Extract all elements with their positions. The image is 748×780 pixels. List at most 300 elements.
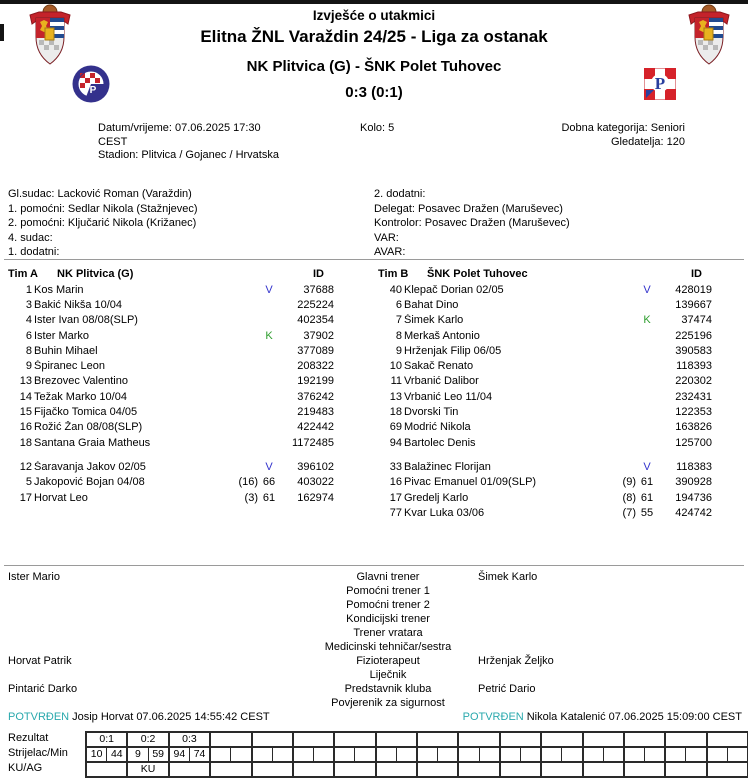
age-category: Dobna kategorija: Seniori [561,122,685,134]
player-name: Kvar Luka 03/06 [404,506,485,519]
player-id: 208322 [297,360,334,373]
staff-team-b: Petrić Dario [478,683,536,695]
ku-ag-cell [293,762,334,777]
player-name: Horvat Leo [34,491,88,504]
player-id: 122353 [675,406,712,419]
player-id: 225224 [297,298,334,311]
scorer-minute-cell [86,747,127,762]
scorer-minute-cell [376,747,417,762]
result-column [583,732,624,777]
result-cell [334,732,375,747]
ku-ag-cell: KU [127,762,168,777]
scorer-number: 94 [173,748,186,760]
substitution-minute: 66 [262,476,276,489]
row-label-ku-ag: KU/AG [8,762,43,774]
ku-ag-cell [376,762,417,777]
goal-minute [727,748,747,761]
result-cell [376,732,417,747]
player-name: Rožić Žan 08/08(SLP) [34,421,143,434]
player-row [378,343,712,358]
scorer-minute-cell [293,747,334,762]
player-number: 18 [19,436,32,449]
substituted-player: (7) [622,506,636,519]
player-number: 8 [25,344,32,357]
player-id: 192199 [297,375,334,388]
subs-gap [378,450,712,459]
player-name: Hrženjak Filip 06/05 [404,344,502,357]
official-line: 2. dodatni: [374,188,426,200]
substitution-minute: 61 [262,491,276,504]
result-column [252,732,293,777]
player-name: Vrbanić Leo 11/04 [404,390,493,403]
goal-minute [396,748,416,761]
player-name: Brezovec Valentino [34,375,128,388]
result-cell: 0:2 [127,732,168,747]
match-stadium: Stadion: Plitvica / Gojanec / Hrvatska [98,149,279,161]
svg-text:P: P [89,85,97,96]
substituted-player: (16) [238,476,258,489]
scorer-minute-cell [169,747,210,762]
player-number: 33 [389,460,402,473]
player-id: 376242 [297,390,334,403]
player-number: 3 [25,298,32,311]
player-name: Težak Marko 10/04 [34,390,127,403]
player-mark: K [643,314,651,327]
ku-ag-cell [417,762,458,777]
result-column [210,732,251,777]
competition-title: Elitna ŽNL Varaždin 24/25 - Liga za ostanak [200,27,548,46]
scorer-number [459,748,478,761]
goal-minute: 74 [189,748,209,761]
result-cell [665,732,706,747]
staff-row [8,584,742,598]
scorer-minute-cell [583,747,624,762]
player-id: 403022 [297,476,334,489]
goal-minute: 59 [148,748,168,761]
result-column [417,732,458,777]
player-row [8,374,334,389]
result-column [624,732,665,777]
player-number: 40 [389,283,402,296]
staff-row [8,598,742,612]
result-column [500,732,541,777]
result-cell [624,732,665,747]
player-row [8,459,334,474]
player-id: 225196 [675,329,712,342]
player-number: 18 [389,406,402,419]
ku-ag-cell [86,762,127,777]
player-row [8,282,334,297]
player-row [8,475,334,490]
team-name: ŠNK Polet Tuhovec [427,267,528,280]
result-column [541,732,582,777]
ku-ag-cell [624,762,665,777]
player-id: 37474 [681,314,712,327]
player-name: Santana Graia Matheus [34,436,151,449]
scorer-minute-cell [500,747,541,762]
player-id: 118393 [676,360,712,373]
player-id: 422442 [297,421,334,434]
player-id: 428019 [675,283,712,296]
staff-team-b: Hrženjak Željko [478,655,554,667]
player-id: 390928 [675,476,712,489]
match-timezone: CEST [98,135,128,148]
scorer-minute-cell [541,747,582,762]
player-id: 1172485 [291,436,334,449]
player-name: Ister Marko [34,329,90,342]
player-number: 14 [19,390,32,403]
player-number: 16 [389,476,402,489]
result-column [707,732,748,777]
player-id: 194736 [675,491,712,504]
player-name: Sakač Renato [404,360,474,373]
staff-role: Liječnik [369,669,407,681]
player-id: 37902 [303,329,334,342]
player-id: 220302 [675,375,712,388]
scorer-number: 10 [90,748,103,760]
player-row [8,404,334,419]
team-name: NK Plitvica (G) [57,267,134,280]
scorer-minute-cell [127,747,168,762]
officials-left [8,187,198,260]
team-header [378,265,712,282]
scorer-minute-cell [707,747,748,762]
staff-role: Medicinski tehničar/sestra [324,641,452,653]
player-row [378,328,712,343]
player-number: 77 [389,506,402,519]
player-name: Klepač Dorian 02/05 [404,283,504,296]
player-number: 10 [389,360,402,373]
goal-minute [561,748,581,761]
confirmation-right [463,711,742,723]
staff-role: Predstavnik kluba [344,683,432,695]
confirm-status-left: POTVRĐEN [8,711,70,723]
player-number: 6 [25,329,32,342]
divider-top [4,259,744,260]
player-name: Bakić Nikša 10/04 [34,298,123,311]
scorer-number [542,748,561,761]
scorer-number [294,748,313,761]
report-title: Izvješće o utakmici [312,8,436,23]
player-name: Šaravanja Jakov 02/05 [34,460,146,473]
result-table [85,731,748,778]
player-name: Gredelj Karlo [404,491,469,504]
staff-role: Glavni trener [356,571,420,583]
player-id: 396102 [297,460,334,473]
player-number: 17 [19,491,32,504]
player-id: 139667 [675,298,712,311]
official-line: 1. dodatni: [8,246,60,259]
scorer-minute-cell [665,747,706,762]
player-name: Kos Marin [34,283,84,296]
player-name: Fijačko Tomica 04/05 [34,406,138,419]
official-line: VAR: [374,231,399,244]
player-name: Dvorski Tin [404,406,459,419]
scorer-number [418,748,437,761]
ku-ag-cell [500,762,541,777]
officials-right [374,187,570,260]
player-id: 118383 [676,460,712,473]
player-number: 8 [395,329,402,342]
player-name: Bartolec Denis [404,436,476,449]
result-cell [252,732,293,747]
scorer-minute-cell [624,747,665,762]
result-cell [210,732,251,747]
substitution-minute: 61 [640,491,654,504]
goal-minute [603,748,623,761]
attendance: Gledatelja: 120 [611,135,685,148]
result-column [169,732,210,777]
scorer-number [666,748,685,761]
substitution-minute: 61 [640,476,654,489]
player-row [8,343,334,358]
scorer-number [335,748,354,761]
team-label: Tim A [8,267,38,280]
player-name: Vrbanić Dalibor [404,375,479,388]
player-number: 6 [395,298,402,311]
staff-row [8,696,742,710]
team-a-roster [8,265,334,505]
result-column [376,732,417,777]
ku-ag-cell [334,762,375,777]
player-number: 7 [395,314,402,327]
scorer-minute-cell [252,747,293,762]
ku-ag-cell [210,762,251,777]
ku-ag-cell [583,762,624,777]
scorer-number [253,748,272,761]
row-label-scorer-min: Strijelac/Min [8,747,68,759]
player-id: 424742 [675,506,712,519]
staff-role: Trener vratara [353,627,423,639]
player-number: 1 [25,283,32,296]
official-line: 1. pomoćni: Sedlar Nikola (Stažnjevec) [8,202,198,215]
player-number: 69 [389,421,402,434]
staff-role: Pomoćni trener 2 [346,599,430,611]
goal-minute [230,748,250,761]
goal-minute [354,748,374,761]
result-column [458,732,499,777]
player-id: 163826 [675,421,712,434]
player-row [8,420,334,435]
scorer-number [625,748,644,761]
goal-minute [272,748,292,761]
staff-rows [8,570,742,710]
player-row [378,475,712,490]
player-mark: V [265,460,273,473]
player-number: 17 [389,491,402,504]
player-name: Buhin Mihael [34,344,98,357]
staff-role: Kondicijski trener [346,613,430,625]
team-label: Tim B [378,267,409,280]
confirm-text-right: Nikola Katalenić 07.06.2025 15:09:00 CEST [526,711,742,723]
player-number: 11 [390,375,402,388]
staff-team-a: Ister Mario [8,571,60,583]
scorer-minute-cell [334,747,375,762]
player-number: 9 [25,360,32,373]
player-row [8,490,334,505]
divider-bottom [4,565,744,566]
player-id: 125700 [675,436,712,449]
result-cell [293,732,334,747]
player-number: 13 [19,375,32,388]
scorer-number [584,748,603,761]
team-b-roster [378,265,712,520]
player-number: 5 [25,476,32,489]
result-cell [541,732,582,747]
scorer-number [708,748,727,761]
substitution-minute: 55 [640,506,654,519]
player-name: Šimek Karlo [404,314,464,327]
scorer-number [377,748,396,761]
substituted-player: (8) [622,491,636,504]
player-id: 377089 [297,344,334,357]
ku-ag-cell [458,762,499,777]
scorer-number: 9 [135,748,141,760]
player-row [378,313,712,328]
result-cell [583,732,624,747]
goal-minute: 44 [106,748,126,761]
staff-role: Fizioterapeut [356,655,420,667]
player-row [378,490,712,505]
substituted-player: (3) [244,491,258,504]
official-line: 4. sudac: [8,231,53,244]
ku-ag-cell [707,762,748,777]
player-name: Pivac Emanuel 01/09(SLP) [404,476,537,489]
match-title: NK Plitvica (G) - ŠNK Polet Tuhovec [246,58,502,75]
player-row [378,374,712,389]
ku-ag-cell [169,762,210,777]
player-id: 37688 [303,283,334,296]
player-row [8,313,334,328]
staff-team-b: Šimek Karlo [478,571,538,583]
result-cell [458,732,499,747]
player-id: 390583 [675,344,712,357]
player-row [378,459,712,474]
scorer-number [501,748,520,761]
official-line: Gl.sudac: Lacković Roman (Varaždin) [8,188,192,200]
player-mark: K [265,329,273,342]
match-info-left [98,122,279,163]
ku-ag-cell [252,762,293,777]
player-row [8,389,334,404]
player-name: Jakopović Bojan 04/08 [34,476,145,489]
row-label-result: Rezultat [8,732,49,744]
staff-row [8,612,742,626]
scorer-minute-cell [210,747,251,762]
player-mark: V [643,460,651,473]
goal-minute [644,748,664,761]
result-column [334,732,375,777]
official-line: 2. pomoćni: Ključarić Nikola (Križanec) [8,217,197,230]
goal-minute [520,748,540,761]
goal-minute [313,748,333,761]
player-number: 12 [19,460,32,473]
player-id: 402354 [297,314,334,327]
staff-team-a: Horvat Patrik [8,655,72,667]
match-round: Kolo: 5 [360,122,395,134]
player-row [378,358,712,373]
result-column [127,732,168,777]
staff-row [8,682,742,696]
player-name: Špiranec Leon [34,360,105,373]
player-row [378,435,712,450]
player-row [8,297,334,312]
ku-ag-cell [541,762,582,777]
player-row [378,505,712,520]
staff-row [8,640,742,654]
official-line: AVAR: [374,246,406,259]
player-id: 162974 [297,491,334,504]
player-row [8,328,334,343]
player-row [378,282,712,297]
staff-role: Pomoćni trener 1 [346,585,430,597]
confirm-text-left: Josip Horvat 07.06.2025 14:55:42 CEST [72,711,270,723]
official-line: Kontrolor: Posavec Dražen (Maruševec) [374,217,570,230]
svg-text:P: P [654,74,666,93]
id-column-header: ID [691,267,702,280]
result-cell [500,732,541,747]
team-header [8,265,334,282]
staff-role: Povjerenik za sigurnost [331,697,445,709]
match-datetime: Datum/vrijeme: 07.06.2025 17:30 [98,122,261,134]
player-name: Balažinec Florijan [404,460,491,473]
staff-team-a: Pintarić Darko [8,683,78,695]
player-row [8,358,334,373]
player-number: 13 [389,390,402,403]
scorer-minute-cell [458,747,499,762]
player-number: 9 [395,344,402,357]
result-column [86,732,127,777]
result-cell: 0:3 [169,732,210,747]
ku-ag-cell [665,762,706,777]
player-row [378,297,712,312]
subs-gap [8,450,334,459]
result-cell [707,732,748,747]
player-row [378,389,712,404]
staff-row [8,668,742,682]
player-row [378,420,712,435]
player-name: Ister Ivan 08/08(SLP) [34,314,138,327]
player-number: 15 [19,406,32,419]
player-row [378,404,712,419]
result-cell: 0:1 [86,732,127,747]
match-info-right [561,122,685,149]
player-name: Merkaš Antonio [404,329,480,342]
player-number: 4 [25,314,32,327]
match-score: 0:3 (0:1) [345,84,403,101]
scorer-number [211,748,230,761]
player-name: Bahat Dino [404,298,459,311]
player-number: 94 [389,436,402,449]
player-name: Modrić Nikola [404,421,471,434]
result-table-labels [8,731,68,776]
player-mark: V [265,283,273,296]
player-row [8,435,334,450]
id-column-header: ID [313,267,324,280]
player-mark: V [643,283,651,296]
player-number: 16 [19,421,32,434]
official-line: Delegat: Posavec Dražen (Maruševec) [374,202,563,215]
staff-row [8,626,742,640]
player-id: 219483 [297,406,334,419]
top-border [0,0,748,4]
staff-row [8,570,742,584]
player-id: 232431 [675,390,712,403]
staff-row [8,654,742,668]
goal-minute [685,748,705,761]
result-cell [417,732,458,747]
result-column [293,732,334,777]
